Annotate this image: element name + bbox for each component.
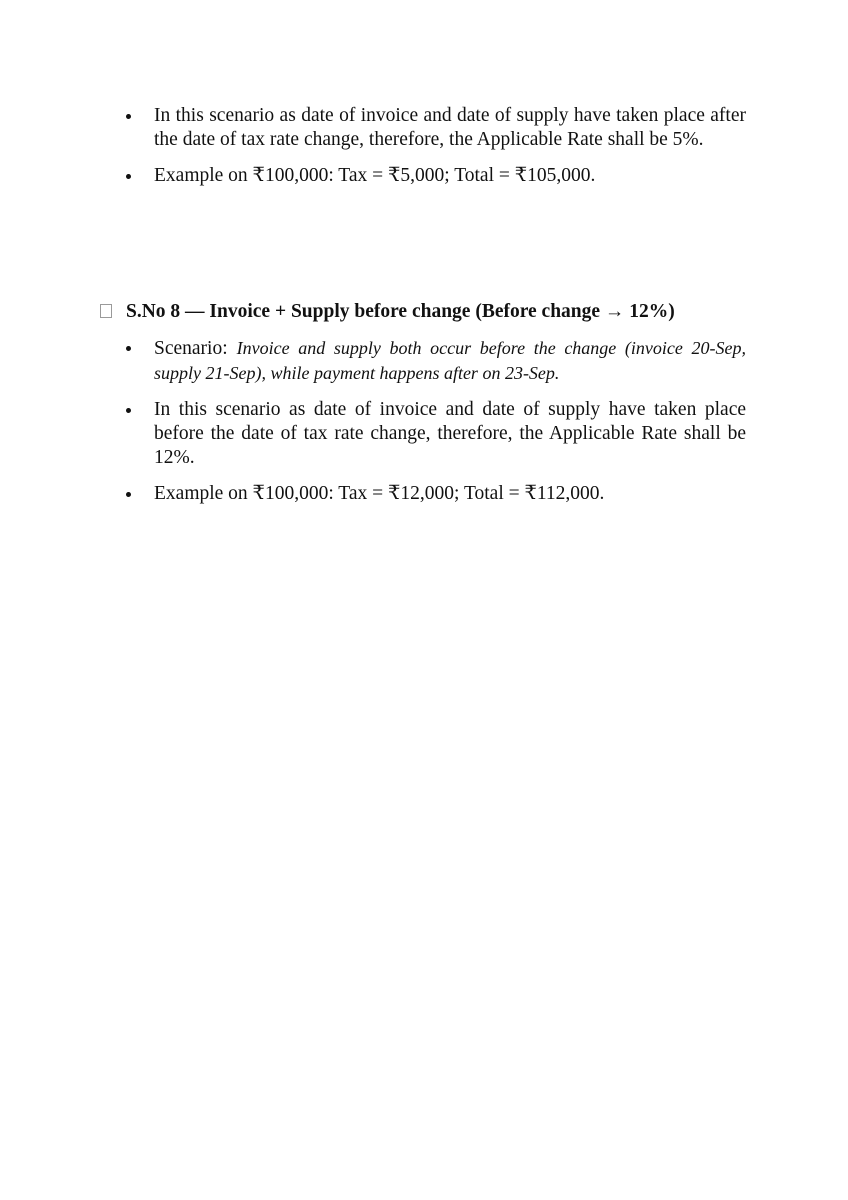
list-item [126, 482, 746, 506]
bullet-icon [126, 408, 131, 413]
bullet-list-top [126, 104, 746, 200]
bullet-text: Example on ₹100,000: Tax = ₹5,000; Total = ₹105,000. [154, 165, 596, 186]
list-item [126, 336, 746, 386]
bullet-icon [126, 346, 131, 351]
bullet-icon [126, 492, 131, 497]
bullet-icon [126, 114, 131, 119]
section-heading [100, 300, 760, 324]
bullet-list-section [126, 336, 746, 518]
bullet-text: In this scenario as date of invoice and date of supply have taken place before the date of tax rate change, therefore, the Applicable Rate shall be 12%. [154, 399, 746, 468]
bullet-text: In this scenario as date of invoice and date of supply have taken place after the date of tax rate change, therefore, the Applicable Rate shall be 5%. [154, 105, 746, 150]
section-heading-text: S.No 8 — Invoice + Supply before change (Before change → 12%) [126, 301, 675, 322]
list-item [126, 164, 746, 188]
bullet-text: Example on ₹100,000: Tax = ₹12,000; Total = ₹112,000. [154, 483, 605, 504]
bullet-icon [126, 174, 131, 179]
checkbox-glyph-icon [100, 304, 112, 318]
scenario-text: Invoice and supply both occur before the change (invoice 20-Sep, supply 21-Sep), while payment happens after on 23-Sep. [154, 338, 746, 383]
list-item [126, 104, 746, 152]
list-item [126, 398, 746, 470]
scenario-label: Scenario: [154, 338, 228, 359]
